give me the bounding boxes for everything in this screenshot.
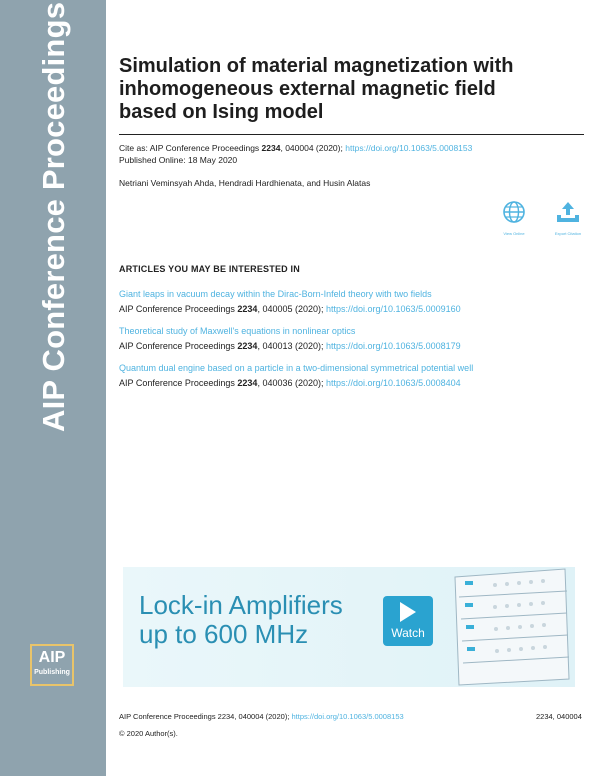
export-citation-label: Export Citation [554, 231, 582, 236]
related-doi-link[interactable]: https://doi.org/10.1063/5.0008179 [326, 341, 461, 351]
play-icon [400, 602, 416, 622]
globe-icon [502, 200, 526, 224]
watch-label: Watch [391, 626, 425, 640]
related-articles-heading: ARTICLES YOU MAY BE INTERESTED IN [119, 264, 300, 274]
related-ref-volume: 2234 [237, 341, 258, 351]
authors: Netriani Veminsyah Ahda, Hendradi Hardhienata, and Husin Alatas [119, 178, 371, 188]
related-article-title-link[interactable]: Giant leaps in vacuum decay within the Dirac-Born-Infeld theory with two fields [119, 289, 432, 299]
related-ref-suffix: , 040005 (2020); [257, 304, 326, 314]
related-ref-suffix: , 040013 (2020); [257, 341, 326, 351]
citation-block [119, 142, 472, 166]
related-doi-link[interactable]: https://doi.org/10.1063/5.0008404 [326, 378, 461, 388]
related-ref-prefix: AIP Conference Proceedings [119, 378, 238, 388]
cite-suffix: , 040004 (2020); [280, 143, 346, 153]
related-article-title-link[interactable]: Theoretical study of Maxwell's equations in nonlinear optics [119, 326, 356, 336]
amplifier-instruments-image [435, 567, 575, 687]
footer-citation [119, 712, 404, 721]
ad-headline [139, 591, 343, 649]
title-divider [119, 134, 584, 135]
lock-in-amplifier-advertisement[interactable] [123, 567, 575, 687]
published-date: Published Online: 18 May 2020 [119, 155, 238, 165]
related-ref-volume: 2234 [237, 378, 258, 388]
export-icon [555, 200, 581, 224]
logo-text-aip: AIP [38, 649, 66, 666]
article-doi-link[interactable]: https://doi.org/10.1063/5.0008153 [345, 143, 473, 153]
related-doi-link[interactable]: https://doi.org/10.1063/5.0009160 [326, 304, 461, 314]
copyright-notice: © 2020 Author(s). [119, 729, 178, 738]
related-ref-prefix: AIP Conference Proceedings [119, 341, 238, 351]
journal-title: AIP Conference Proceedings [36, 1, 71, 432]
footer-page-ref: 2234, 040004 [536, 712, 582, 721]
view-online-label: View Online [503, 231, 525, 236]
logo-text-publishing: Publishing [34, 669, 70, 676]
related-article [119, 287, 461, 317]
related-ref-suffix: , 040036 (2020); [257, 378, 326, 388]
related-article [119, 324, 461, 354]
footer-doi-link[interactable]: https://doi.org/10.1063/5.0008153 [291, 712, 404, 721]
view-online-button[interactable] [494, 200, 534, 236]
related-article [119, 361, 473, 391]
export-citation-button[interactable] [548, 200, 588, 236]
cite-prefix: Cite as: AIP Conference Proceedings [119, 143, 262, 153]
watch-button[interactable] [383, 596, 433, 646]
ad-headline-line2: up to 600 MHz [139, 619, 309, 649]
aip-publishing-logo[interactable] [30, 644, 74, 686]
ad-headline-line1: Lock-in Amplifiers [139, 590, 343, 620]
footer-citation-text: AIP Conference Proceedings 2234, 040004 (2020); [119, 712, 292, 721]
related-ref-volume: 2234 [237, 304, 258, 314]
cite-volume: 2234 [261, 143, 281, 153]
related-ref-prefix: AIP Conference Proceedings [119, 304, 238, 314]
sidebar [0, 0, 106, 776]
article-title: Simulation of material magnetization with inhomogeneous external magnetic field based on Ising model [119, 55, 514, 123]
related-article-title-link[interactable]: Quantum dual engine based on a particle in a two-dimensional symmetrical potential well [119, 363, 474, 373]
